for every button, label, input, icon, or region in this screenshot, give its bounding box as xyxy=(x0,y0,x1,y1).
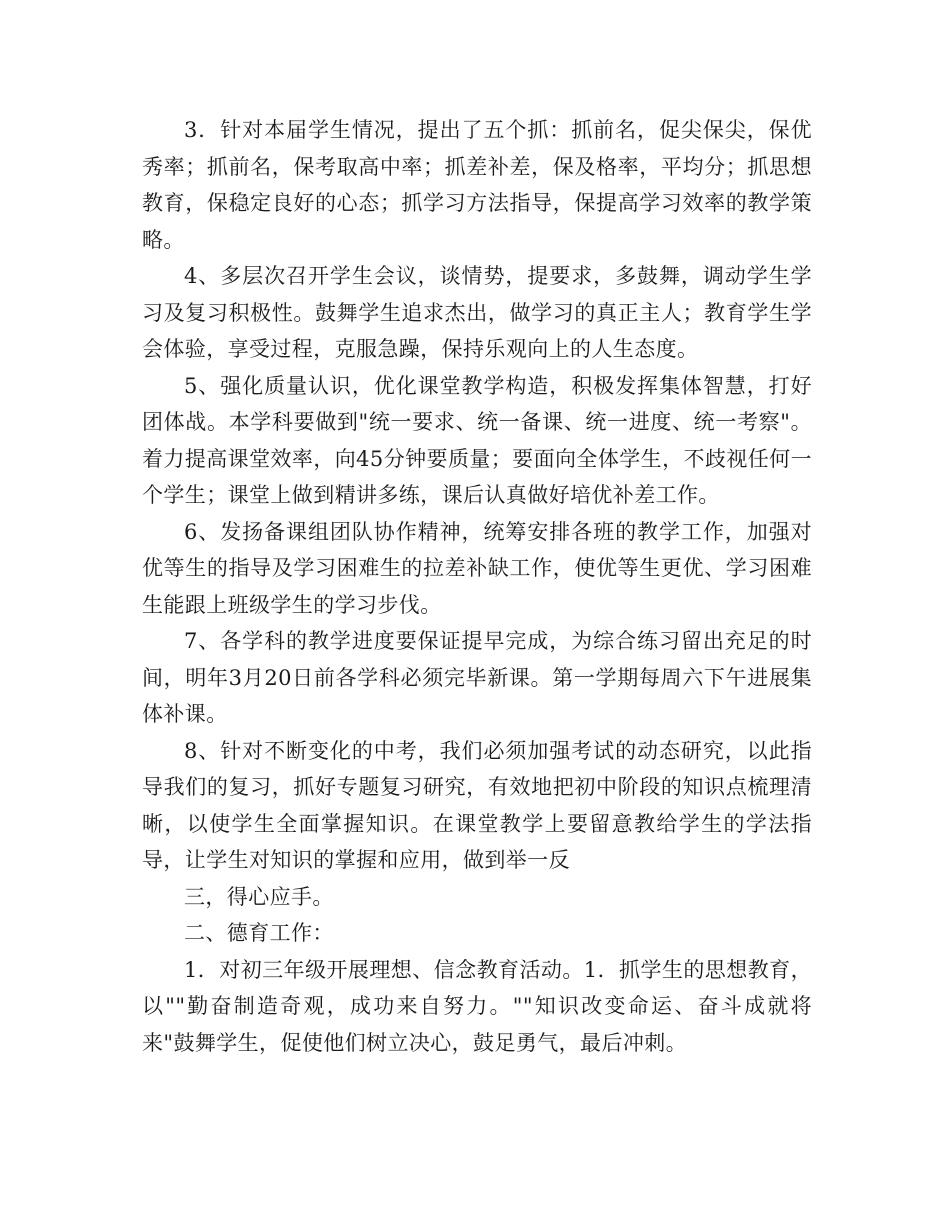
document-body xyxy=(142,112,812,1061)
section-heading-moral-education: 二、德育工作： xyxy=(184,921,334,945)
paragraph-item-1-ideals: 1．对初三年级开展理想、信念教育活动。1．抓学生的思想教育，以""勤奋制造奇观，成功来自努力。""知识改变命运、奋斗成就将来"鼓舞学生，促使他们树立决心，鼓足勇气，最后冲刺。 xyxy=(142,957,812,1055)
paragraph-item-4-meetings: 4、多层次召开学生会议，谈情势，提要求，多鼓舞，调动学生学习及复习积极性。鼓舞学生追求杰出，做学习的真正主人；教育学生学会体验，享受过程，克服急躁，保持乐观向上的人生态度。 xyxy=(142,264,812,361)
paragraph-item-3-grasp: 3．针对本届学生情况，提出了五个抓：抓前名，促尖保尖，保优秀率；抓前名，保考取高中率；抓差补差，保及格率，平均分；抓思想教育，保稳定良好的心态；抓学习方法指导，保提高学习效率的教学策略。 xyxy=(142,118,812,252)
paragraph-item-6-teamwork: 6、发扬备课组团队协作精神，统筹安排各班的教学工作，加强对优等生的指导及学习困难生的拉差补缺工作，使优等生更优、学习困难生能跟上班级学生的学习步伐。 xyxy=(142,519,812,617)
paragraph-item-7-schedule: 7、各学科的教学进度要保证提早完成，为综合练习留出充足的时间，明年3月20日前各学科必须完毕新课。第一学期每周六下午进展集体补课。 xyxy=(142,629,812,726)
paragraph-continuation: 三，得心应手。 xyxy=(184,884,334,909)
paragraph-item-5-quality: 5、强化质量认识，优化课堂教学构造，积极发挥集体智慧，打好团体战。本学科要做到"统一要求、统一备课、统一进度、统一考察"。着力提高课堂效率，向45分钟要质量；要面向全体学生，不歧视任何一个学生；课堂上做到精讲多练，课后认真做好培优补差工作。 xyxy=(142,373,812,507)
paragraph-item-8-exam-research: 8、针对不断变化的中考，我们必须加强考试的动态研究，以此指导我们的复习，抓好专题复习研究，有效地把初中阶段的知识点梳理清晰，以使学生全面掌握知识。在课堂教学上要留意教给学生的学法指导，让学生对知识的掌握和应用，做到举一反 xyxy=(142,738,812,872)
